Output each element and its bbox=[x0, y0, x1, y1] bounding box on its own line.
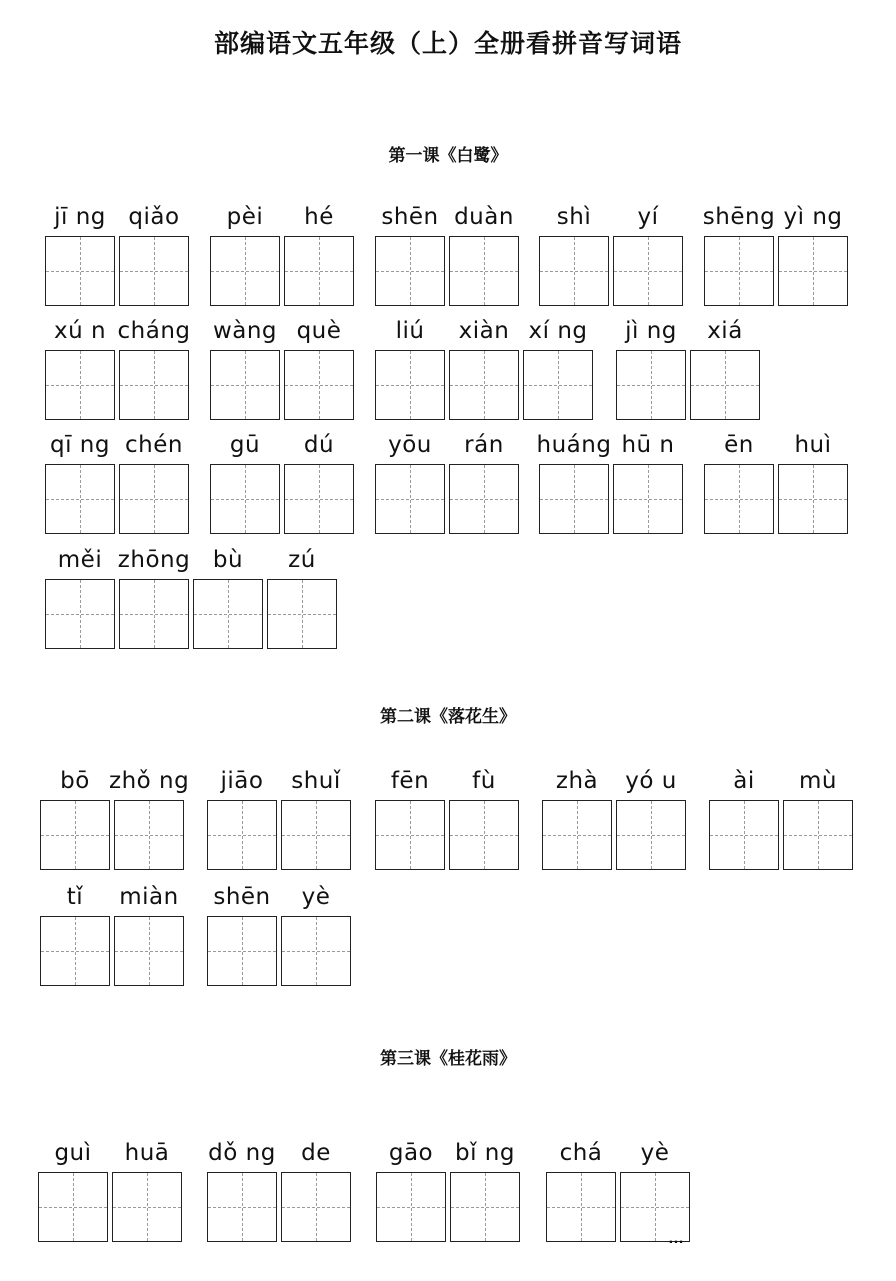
word-group bbox=[45, 547, 337, 649]
writing-box[interactable] bbox=[284, 318, 354, 420]
word-group bbox=[207, 768, 351, 870]
word-group bbox=[210, 204, 354, 306]
word-group bbox=[702, 204, 848, 306]
word-group bbox=[375, 768, 519, 870]
word-group bbox=[38, 1140, 182, 1242]
guide-line-horizontal bbox=[194, 614, 262, 615]
lesson-1-heading: 第一课《白鹭》 bbox=[388, 146, 508, 166]
guide-line-horizontal bbox=[115, 835, 183, 836]
writing-box[interactable] bbox=[778, 432, 848, 534]
pinyin-label: zú bbox=[288, 547, 316, 573]
writing-box[interactable] bbox=[207, 1140, 277, 1242]
pinyin-label: yè bbox=[301, 884, 331, 910]
writing-box[interactable] bbox=[210, 432, 280, 534]
guide-line-horizontal bbox=[450, 499, 518, 500]
pinyin-label: ài bbox=[733, 768, 755, 794]
word-group bbox=[376, 1140, 520, 1242]
guide-line-horizontal bbox=[450, 385, 518, 386]
writing-box[interactable] bbox=[45, 318, 115, 420]
lesson-2-heading: 第二课《落花生》 bbox=[380, 707, 516, 727]
pinyin-label: dǒ ng bbox=[208, 1140, 276, 1166]
guide-line-horizontal bbox=[376, 385, 444, 386]
guide-line-horizontal bbox=[779, 271, 847, 272]
writing-box[interactable] bbox=[109, 768, 190, 870]
pinyin-label: shuǐ bbox=[291, 768, 341, 794]
writing-box[interactable] bbox=[542, 768, 612, 870]
writing-box[interactable] bbox=[449, 768, 519, 870]
guide-line-horizontal bbox=[617, 835, 685, 836]
guide-line-horizontal bbox=[285, 499, 353, 500]
guide-line-horizontal bbox=[710, 835, 778, 836]
guide-line-horizontal bbox=[46, 499, 114, 500]
pinyin-label: xú n bbox=[53, 318, 107, 344]
writing-box[interactable] bbox=[376, 1140, 446, 1242]
word-group bbox=[207, 1140, 351, 1242]
writing-box[interactable] bbox=[112, 1140, 182, 1242]
writing-box[interactable] bbox=[613, 432, 683, 534]
writing-box[interactable] bbox=[207, 884, 277, 986]
pinyin-label: jī ng bbox=[54, 204, 106, 230]
pinyin-label: qī ng bbox=[50, 432, 110, 458]
writing-box[interactable] bbox=[690, 318, 760, 420]
guide-line-horizontal bbox=[540, 499, 608, 500]
guide-line-horizontal bbox=[46, 271, 114, 272]
guide-line-horizontal bbox=[282, 951, 350, 952]
guide-line-horizontal bbox=[41, 835, 109, 836]
writing-box[interactable] bbox=[281, 1140, 351, 1242]
pinyin-label: bō bbox=[60, 768, 90, 794]
word-group bbox=[40, 884, 184, 986]
guide-line-horizontal bbox=[208, 1207, 276, 1208]
guide-line-horizontal bbox=[547, 1207, 615, 1208]
writing-box[interactable] bbox=[281, 768, 351, 870]
pinyin-label: duàn bbox=[454, 204, 514, 230]
guide-line-horizontal bbox=[268, 614, 336, 615]
pinyin-label: hū n bbox=[621, 432, 675, 458]
writing-box[interactable] bbox=[539, 204, 609, 306]
pinyin-label: huì bbox=[794, 432, 832, 458]
writing-box[interactable] bbox=[117, 318, 191, 420]
writing-box[interactable] bbox=[267, 547, 337, 649]
pinyin-label: liú bbox=[395, 318, 425, 344]
pinyin-label: shēng bbox=[702, 204, 776, 230]
guide-line-horizontal bbox=[617, 385, 685, 386]
writing-box[interactable] bbox=[45, 432, 115, 534]
pinyin-label: bù bbox=[212, 547, 244, 573]
guide-line-horizontal bbox=[211, 271, 279, 272]
writing-box[interactable] bbox=[210, 318, 280, 420]
pinyin-label: qiǎo bbox=[128, 204, 180, 230]
guide-line-horizontal bbox=[376, 835, 444, 836]
guide-line-horizontal bbox=[120, 499, 188, 500]
guide-line-horizontal bbox=[614, 499, 682, 500]
pinyin-label: de bbox=[301, 1140, 331, 1166]
guide-line-horizontal bbox=[450, 835, 518, 836]
pinyin-label: rán bbox=[464, 432, 504, 458]
word-group bbox=[704, 432, 848, 534]
writing-box[interactable] bbox=[709, 768, 779, 870]
guide-line-horizontal bbox=[705, 271, 773, 272]
writing-box[interactable] bbox=[284, 432, 354, 534]
pinyin-label: cháng bbox=[117, 318, 191, 344]
pinyin-label: shēn bbox=[213, 884, 271, 910]
guide-line-horizontal bbox=[46, 614, 114, 615]
guide-line-horizontal bbox=[543, 835, 611, 836]
writing-box[interactable] bbox=[114, 884, 184, 986]
writing-box[interactable] bbox=[536, 432, 612, 534]
pinyin-label: xiá bbox=[707, 318, 743, 344]
guide-line-horizontal bbox=[621, 1207, 689, 1208]
writing-box[interactable] bbox=[38, 1140, 108, 1242]
word-group bbox=[40, 768, 190, 870]
pinyin-label: yó u bbox=[625, 768, 677, 794]
guide-line-horizontal bbox=[120, 385, 188, 386]
guide-line-horizontal bbox=[120, 271, 188, 272]
writing-box[interactable] bbox=[117, 547, 191, 649]
word-group bbox=[542, 768, 686, 870]
pinyin-label: wàng bbox=[212, 318, 278, 344]
pinyin-label: shēn bbox=[381, 204, 439, 230]
writing-box[interactable] bbox=[616, 768, 686, 870]
writing-box[interactable] bbox=[45, 204, 115, 306]
pinyin-label: dú bbox=[303, 432, 335, 458]
pinyin-label: hé bbox=[304, 204, 334, 230]
word-group bbox=[210, 318, 354, 420]
guide-line-horizontal bbox=[208, 835, 276, 836]
guide-line-horizontal bbox=[779, 499, 847, 500]
pinyin-label: jì ng bbox=[625, 318, 677, 344]
writing-box[interactable] bbox=[375, 204, 445, 306]
guide-line-horizontal bbox=[39, 1207, 107, 1208]
guide-line-horizontal bbox=[285, 271, 353, 272]
word-group bbox=[539, 204, 683, 306]
writing-box[interactable] bbox=[207, 768, 277, 870]
pinyin-label: zhǒ ng bbox=[109, 768, 190, 794]
writing-box[interactable] bbox=[702, 204, 776, 306]
continuation-mark: … bbox=[668, 1230, 685, 1247]
word-group bbox=[45, 204, 189, 306]
guide-line-horizontal bbox=[282, 835, 350, 836]
pinyin-label: guì bbox=[54, 1140, 92, 1166]
guide-line-horizontal bbox=[208, 951, 276, 952]
word-group bbox=[210, 432, 354, 534]
guide-line-horizontal bbox=[376, 271, 444, 272]
guide-line-horizontal bbox=[285, 385, 353, 386]
page-title: 部编语文五年级（上）全册看拼音写词语 bbox=[213, 29, 682, 58]
word-group bbox=[45, 432, 189, 534]
pinyin-label: yì ng bbox=[783, 204, 843, 230]
writing-box[interactable] bbox=[449, 432, 519, 534]
writing-box[interactable] bbox=[523, 318, 593, 420]
guide-line-horizontal bbox=[120, 614, 188, 615]
pinyin-label: fù bbox=[472, 768, 496, 794]
writing-box[interactable] bbox=[119, 204, 189, 306]
word-group bbox=[375, 204, 519, 306]
guide-line-horizontal bbox=[540, 271, 608, 272]
guide-line-horizontal bbox=[282, 1207, 350, 1208]
guide-line-horizontal bbox=[705, 499, 773, 500]
guide-line-horizontal bbox=[524, 385, 592, 386]
guide-line-horizontal bbox=[784, 835, 852, 836]
pinyin-label: jiāo bbox=[220, 768, 264, 794]
pinyin-label: mù bbox=[799, 768, 837, 794]
guide-line-horizontal bbox=[113, 1207, 181, 1208]
lesson-3-heading: 第三课《桂花雨》 bbox=[380, 1049, 516, 1069]
pinyin-label: miàn bbox=[119, 884, 179, 910]
pinyin-label: huáng bbox=[536, 432, 612, 458]
pinyin-label: zhōng bbox=[117, 547, 191, 573]
pinyin-label: gāo bbox=[388, 1140, 434, 1166]
guide-line-horizontal bbox=[450, 271, 518, 272]
writing-box[interactable] bbox=[375, 318, 445, 420]
writing-box[interactable] bbox=[284, 204, 354, 306]
writing-box[interactable] bbox=[193, 547, 263, 649]
writing-box[interactable] bbox=[40, 884, 110, 986]
word-group bbox=[45, 318, 191, 420]
pinyin-label: què bbox=[296, 318, 342, 344]
word-group bbox=[207, 884, 351, 986]
writing-box[interactable] bbox=[778, 204, 848, 306]
word-group bbox=[536, 432, 683, 534]
pinyin-label: chá bbox=[559, 1140, 603, 1166]
guide-line-horizontal bbox=[451, 1207, 519, 1208]
writing-box[interactable] bbox=[616, 318, 686, 420]
writing-box[interactable] bbox=[281, 884, 351, 986]
pinyin-label: měi bbox=[57, 547, 103, 573]
writing-box[interactable] bbox=[613, 204, 683, 306]
guide-line-horizontal bbox=[115, 951, 183, 952]
word-group bbox=[709, 768, 853, 870]
pinyin-label: bǐ ng bbox=[455, 1140, 515, 1166]
pinyin-label: zhà bbox=[555, 768, 599, 794]
pinyin-label: chén bbox=[125, 432, 183, 458]
writing-box[interactable] bbox=[210, 204, 280, 306]
pinyin-label: shì bbox=[556, 204, 592, 230]
writing-box[interactable] bbox=[450, 1140, 520, 1242]
word-group bbox=[375, 318, 593, 420]
pinyin-label: yè bbox=[640, 1140, 670, 1166]
guide-line-horizontal bbox=[377, 1207, 445, 1208]
pinyin-label: gū bbox=[229, 432, 261, 458]
guide-line-horizontal bbox=[211, 499, 279, 500]
writing-box[interactable] bbox=[119, 432, 189, 534]
guide-line-horizontal bbox=[46, 385, 114, 386]
writing-box[interactable] bbox=[783, 768, 853, 870]
writing-box[interactable] bbox=[449, 318, 519, 420]
guide-line-horizontal bbox=[211, 385, 279, 386]
writing-box[interactable] bbox=[40, 768, 110, 870]
writing-box[interactable] bbox=[45, 547, 115, 649]
guide-line-horizontal bbox=[41, 951, 109, 952]
pinyin-label: tǐ bbox=[66, 884, 84, 910]
pinyin-label: fēn bbox=[390, 768, 430, 794]
pinyin-label: xí ng bbox=[528, 318, 588, 344]
pinyin-label: ēn bbox=[724, 432, 754, 458]
writing-box[interactable] bbox=[375, 432, 445, 534]
pinyin-label: xiàn bbox=[458, 318, 510, 344]
word-group bbox=[616, 318, 760, 420]
word-group bbox=[375, 432, 519, 534]
writing-box[interactable] bbox=[546, 1140, 616, 1242]
pinyin-label: yōu bbox=[388, 432, 432, 458]
guide-line-horizontal bbox=[614, 271, 682, 272]
guide-line-horizontal bbox=[691, 385, 759, 386]
writing-box[interactable] bbox=[704, 432, 774, 534]
pinyin-label: yí bbox=[637, 204, 659, 230]
writing-box[interactable] bbox=[375, 768, 445, 870]
guide-line-horizontal bbox=[376, 499, 444, 500]
pinyin-label: huā bbox=[124, 1140, 170, 1166]
writing-box[interactable] bbox=[449, 204, 519, 306]
pinyin-label: pèi bbox=[226, 204, 264, 230]
